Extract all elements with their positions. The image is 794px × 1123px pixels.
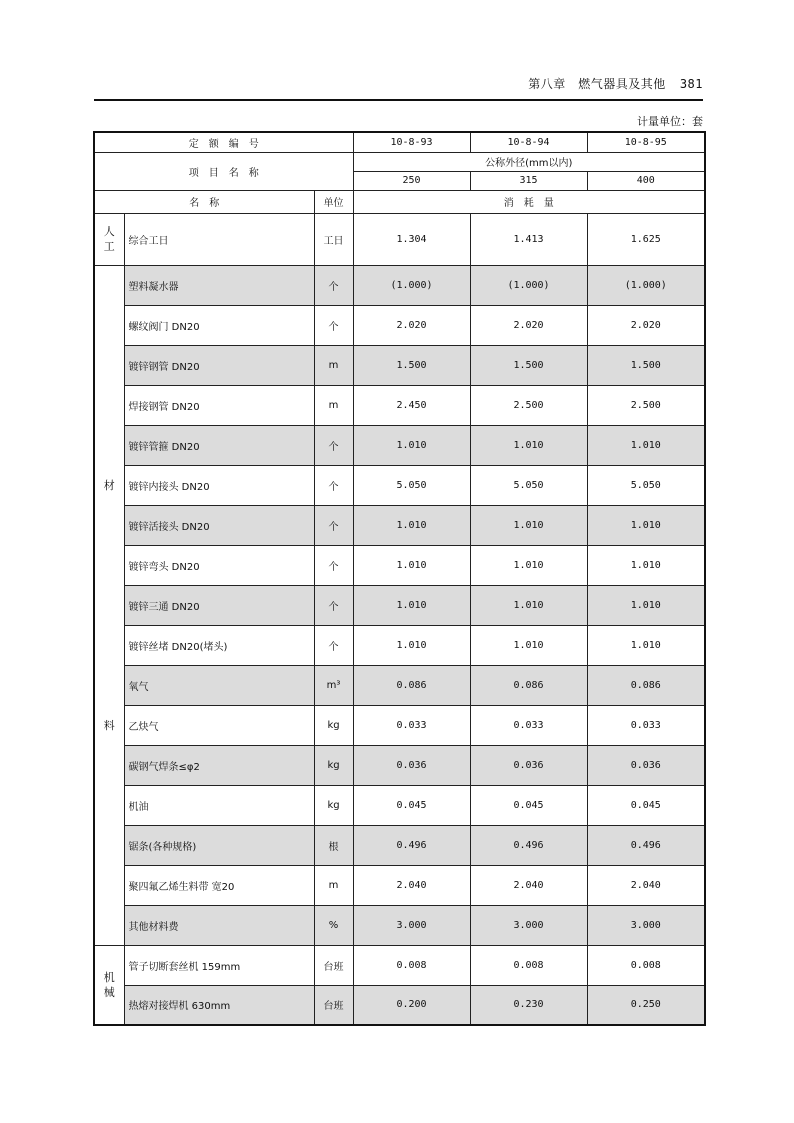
item-name: 镀锌内接头 DN20 — [124, 465, 314, 505]
item-unit: 个 — [314, 465, 353, 505]
item-name: 管子切断套丝机 159mm — [124, 945, 314, 985]
table-row — [94, 545, 705, 585]
item-unit: m — [314, 865, 353, 905]
value-cell: 1.010 — [470, 585, 587, 625]
item-name: 镀锌活接头 DN20 — [124, 505, 314, 545]
category-label — [94, 265, 124, 945]
item-label: 项 目 名 称 — [94, 152, 353, 190]
item-name: 综合工日 — [124, 213, 314, 265]
value-cell: 1.010 — [470, 425, 587, 465]
item-unit: 根 — [314, 825, 353, 865]
table-row — [94, 665, 705, 705]
value-cell: 1.010 — [470, 505, 587, 545]
value-cell: 1.500 — [353, 345, 470, 385]
value-cell: 3.000 — [587, 905, 705, 945]
spec-row — [94, 152, 705, 171]
value-cell: 0.230 — [470, 985, 587, 1025]
table-row — [94, 505, 705, 545]
table-row — [94, 305, 705, 345]
item-name: 镀锌钢管 DN20 — [124, 345, 314, 385]
page-number: 381 — [679, 77, 703, 91]
value-cell: 0.008 — [353, 945, 470, 985]
item-unit: 个 — [314, 625, 353, 665]
item-name: 其他材料费 — [124, 905, 314, 945]
value-cell: 5.050 — [470, 465, 587, 505]
item-name: 镀锌管箍 DN20 — [124, 425, 314, 465]
value-cell: 2.020 — [470, 305, 587, 345]
item-name: 氧气 — [124, 665, 314, 705]
col-unit-header: 单位 — [314, 190, 353, 213]
item-unit: kg — [314, 705, 353, 745]
value-cell: 1.010 — [353, 545, 470, 585]
table-row — [94, 465, 705, 505]
table-row — [94, 705, 705, 745]
value-cell: 0.033 — [353, 705, 470, 745]
item-name: 镀锌丝堵 DN20(堵头) — [124, 625, 314, 665]
chapter-title: 第八章 燃气器具及其他 — [528, 77, 666, 91]
item-unit: 台班 — [314, 945, 353, 985]
value-cell: 0.250 — [587, 985, 705, 1025]
category-label — [94, 213, 124, 265]
value-cell: (1.000) — [470, 265, 587, 305]
item-name: 塑料凝水器 — [124, 265, 314, 305]
value-cell: 2.500 — [470, 385, 587, 425]
value-cell: 2.020 — [587, 305, 705, 345]
code-cell: 10-8-95 — [587, 132, 705, 152]
col-name-header: 名 称 — [94, 190, 314, 213]
item-unit: kg — [314, 785, 353, 825]
item-name: 热熔对接焊机 630mm — [124, 985, 314, 1025]
value-cell: 1.500 — [587, 345, 705, 385]
table-row — [94, 945, 705, 985]
value-cell: 1.010 — [587, 505, 705, 545]
value-cell: 0.200 — [353, 985, 470, 1025]
table-row — [94, 905, 705, 945]
value-cell: 1.010 — [470, 625, 587, 665]
category-text: 人工 — [103, 225, 115, 253]
quota-label: 定 额 编 号 — [94, 132, 353, 152]
value-cell: 0.033 — [470, 705, 587, 745]
item-name: 机油 — [124, 785, 314, 825]
item-unit: 工日 — [314, 213, 353, 265]
table-row — [94, 985, 705, 1025]
value-cell: (1.000) — [587, 265, 705, 305]
item-unit: 个 — [314, 265, 353, 305]
value-cell: 2.450 — [353, 385, 470, 425]
category-text: 机械 — [103, 970, 115, 999]
size-cell: 315 — [470, 171, 587, 190]
page-header — [94, 70, 703, 96]
category-label — [94, 945, 124, 1025]
value-cell: 1.010 — [587, 625, 705, 665]
value-cell: 1.010 — [587, 545, 705, 585]
item-unit: kg — [314, 745, 353, 785]
value-cell: 1.010 — [587, 425, 705, 465]
value-cell: 1.010 — [353, 585, 470, 625]
header-rule — [94, 99, 703, 101]
unit-note: 计量单位：套 — [637, 115, 703, 128]
value-cell: 2.020 — [353, 305, 470, 345]
value-cell: 5.050 — [353, 465, 470, 505]
size-cell: 250 — [353, 171, 470, 190]
table-row — [94, 213, 705, 265]
value-cell: 3.000 — [353, 905, 470, 945]
value-cell: 0.036 — [587, 745, 705, 785]
code-cell: 10-8-93 — [353, 132, 470, 152]
table-row — [94, 385, 705, 425]
value-cell: 2.040 — [353, 865, 470, 905]
item-unit: 个 — [314, 505, 353, 545]
value-cell: 0.036 — [353, 745, 470, 785]
code-cell: 10-8-94 — [470, 132, 587, 152]
spec-label: 公称外径(mm以内) — [353, 152, 705, 171]
table-row — [94, 345, 705, 385]
value-cell: 0.045 — [353, 785, 470, 825]
item-unit: m — [314, 385, 353, 425]
value-cell: 0.045 — [587, 785, 705, 825]
item-unit: 个 — [314, 545, 353, 585]
table-row — [94, 785, 705, 825]
value-cell: 3.000 — [470, 905, 587, 945]
table-row — [94, 745, 705, 785]
item-name: 碳钢气焊条≤φ2 — [124, 745, 314, 785]
item-unit: 个 — [314, 425, 353, 465]
value-cell: 0.086 — [587, 665, 705, 705]
value-cell: 1.010 — [470, 545, 587, 585]
value-cell: 1.413 — [470, 213, 587, 265]
item-name: 锯条(各种规格) — [124, 825, 314, 865]
value-cell: 0.496 — [353, 825, 470, 865]
value-cell: 1.010 — [587, 585, 705, 625]
size-cell: 400 — [587, 171, 705, 190]
quota-table — [93, 131, 706, 1026]
item-unit: 个 — [314, 305, 353, 345]
value-cell: 1.625 — [587, 213, 705, 265]
item-unit: 个 — [314, 585, 353, 625]
item-unit: 台班 — [314, 985, 353, 1025]
item-name: 聚四氟乙烯生料带 宽20 — [124, 865, 314, 905]
col-consumption-header: 消 耗 量 — [353, 190, 705, 213]
item-unit: % — [314, 905, 353, 945]
item-name: 镀锌三通 DN20 — [124, 585, 314, 625]
value-cell: 2.500 — [587, 385, 705, 425]
value-cell: (1.000) — [353, 265, 470, 305]
table-row — [94, 865, 705, 905]
value-cell: 1.304 — [353, 213, 470, 265]
table-row — [94, 825, 705, 865]
value-cell: 0.008 — [587, 945, 705, 985]
item-name: 镀锌弯头 DN20 — [124, 545, 314, 585]
table-row — [94, 625, 705, 665]
value-cell: 0.086 — [470, 665, 587, 705]
category-text: 料 — [103, 718, 115, 732]
item-unit: m³ — [314, 665, 353, 705]
table-row — [94, 425, 705, 465]
value-cell: 0.033 — [587, 705, 705, 745]
value-cell: 2.040 — [587, 865, 705, 905]
item-unit: m — [314, 345, 353, 385]
value-cell: 0.496 — [587, 825, 705, 865]
code-row — [94, 132, 705, 152]
table-row — [94, 585, 705, 625]
value-cell: 0.045 — [470, 785, 587, 825]
item-name: 乙炔气 — [124, 705, 314, 745]
value-cell: 1.010 — [353, 625, 470, 665]
column-header-row — [94, 190, 705, 213]
value-cell: 1.500 — [470, 345, 587, 385]
item-name: 焊接钢管 DN20 — [124, 385, 314, 425]
value-cell: 0.496 — [470, 825, 587, 865]
value-cell: 2.040 — [470, 865, 587, 905]
category-text: 材 — [103, 478, 115, 492]
value-cell: 1.010 — [353, 505, 470, 545]
table-row — [94, 265, 705, 305]
value-cell: 5.050 — [587, 465, 705, 505]
value-cell: 0.036 — [470, 745, 587, 785]
value-cell: 0.008 — [470, 945, 587, 985]
item-name: 螺纹阀门 DN20 — [124, 305, 314, 345]
running-header — [528, 75, 703, 92]
value-cell: 0.086 — [353, 665, 470, 705]
value-cell: 1.010 — [353, 425, 470, 465]
